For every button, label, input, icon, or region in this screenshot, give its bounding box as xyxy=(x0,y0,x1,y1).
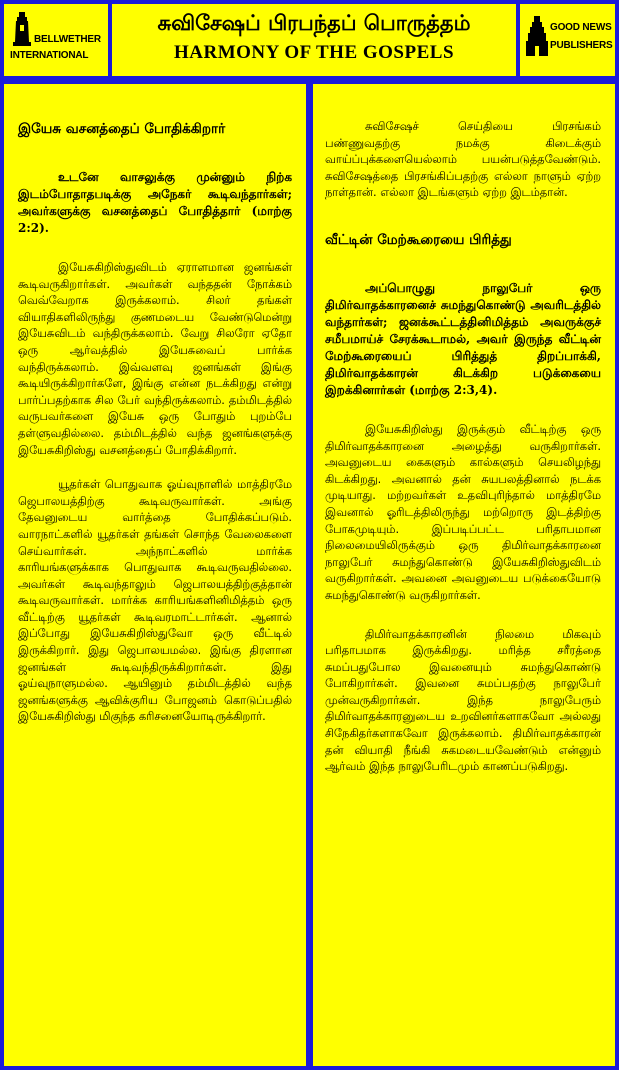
left-logo-line1: BELLWETHER xyxy=(34,34,101,45)
header-bar xyxy=(0,0,619,80)
section-heading-roof: வீட்டின் மேற்கூரையை பிரித்து xyxy=(325,231,512,248)
left-logo-line2: INTERNATIONAL xyxy=(10,50,89,61)
paragraph: இயேசுகிறிஸ்துவிடம் ஏராளமான ஜனங்கள் கூடிவருகிறார்கள். அவர்கள் வந்ததன் நோக்கம் வெவ்வேறாக இருக்கலாம். சிலர் தங்கள் வியாதிகளிலிருந்து குணமடைய வேண்டுமென்று இயேசுவிடம் வந்திருக்கலாம். வேறு சிலரோ ஏதோ ஒரு ஆர்வத்தில் இயேசுவைப் பார்க்க வந்திருக்கலாம். இவ்வளவு ஜனங்கள் இங்கு கூடியிருக்கிறார்களே, இங்கு என்ன நடக்கிறது என்று பார்ப்பதற்காக சில பேர் வந்திருக்கலாம். தம்மிடத்தில் வருபவர்களை இயேசு ஒரு போதும் புறம்பே தள்ளுவதில்லை. தம்மிடத்தில் வந்த ஜனங்களுக்கு இயேசுகிறிஸ்து வசனத்தைப் போதிக்கிறார். xyxy=(18,260,292,457)
paragraph: யூதர்கள் பொதுவாக ஓய்வுநாளில் மாத்திரமே ஜெபாலயத்திற்கு கூடிவருவார்கள். அங்கு தேவனுடைய வார்த்தை போதிக்கப்படும். வாரநாட்களில் யூதர்கள் தங்கள் சொந்த வேலைகளை செய்வார்கள். அந்நாட்களில் மார்க்க காரியங்களுக்காக பொதுவாக கூடிவருவதில்லை. அவர்கள் கூடிவந்தாலும் ஜெபாலயத்திற்குத்தான் கூடிவருவார்கள். மார்க்க காரியங்களினிமித்தம் ஒரு வீட்டிற்கு யூதர்கள் கூடிவரமாட்டார்கள். ஆனால் இப்போது இயேசுகிறிஸ்துவோ ஒரு வீட்டில் இருக்கிறார். இது ஜெபாலயமல்ல. இங்கு திரளான ஜனங்கள் கூடிவந்திருக்கிறார்கள். இது ஓய்வுநாளுமல்ல. ஆயினும் தம்மிடத்தில் வந்த ஜனங்களுக்கு ஆவிக்குரிய போஜனம் கொடுப்பதில் இயேசுகிறிஸ்து மிகுந்த கரிசனையோடிருக்கிறார். xyxy=(18,477,292,724)
left-column xyxy=(4,84,306,1066)
bell-tower-icon xyxy=(12,12,32,46)
verse-mark-2-3-4: அப்பொழுது நாலுபேர் ஒரு திமிர்வாதக்காரனைச் சுமந்துகொண்டு அவரிடத்தில் வந்தார்கள்; ஜனக்கூட்டத்தினிமித்தம் அவருக்குச் சமீபமாய்ச் சேரக்கூடாமல், அவர் இருந்த வீட்டின் மேற்கூரையைப் பிரித்துத் திறப்பாக்கி, திமிர்வாதக்காரன் கிடக்கிற படுக்கையை இறக்கினார்கள் (மாற்கு 2:3,4). xyxy=(325,280,601,397)
section-heading-preaching: இயேசு வசனத்தைப் போதிக்கிறார் xyxy=(18,121,226,137)
title-tamil: சுவிசேஷப் பிரபந்தப் பொருத்தம் xyxy=(157,10,471,35)
right-logo-line2: PUBLISHERS xyxy=(550,40,613,51)
bellwether-logo xyxy=(4,4,108,76)
title-panel xyxy=(112,4,516,76)
right-column xyxy=(313,84,615,1066)
paragraph: இயேசுகிறிஸ்து இருக்கும் வீட்டிற்கு ஒரு திமிர்வாதக்காரனை அழைத்து வருகிறார்கள். அவனுடைய கைகளும் கால்களும் செயலிழந்து கிடக்கிறது. அவனால் தன் சுயபலத்தினால் நடக்க முடியாது. மற்றவர்கள் உதவிபுரிந்தால் மாத்திரமே இவனால் ஓரிடத்திலிருந்து மற்றொரு இடத்திற்கு போகமுடியும். இப்படிப்பட்ட பரிதாபமான நிலைமையிலிருக்கும் ஒரு திமிர்வாதக்காரனை நாலுபேர் சுமந்துகொண்டு இயேசுகிறிஸ்துவிடம் வருகிறார்கள். அவனை அவனுடைய படுக்கையோடு சுமந்துகொண்டு வருகிறார்கள். xyxy=(325,421,601,602)
paragraph: சுவிசேஷச் செய்தியை பிரசங்கம் பண்ணுவதற்கு நமக்கு கிடைக்கும் வாய்ப்புக்களையெல்லாம் பயன்படுத்தவேண்டும். சுவிசேஷத்தை பிரசங்கிப்பதற்கு எல்லா நாளும் ஏற்ற நாள்தான். எல்லா இடங்களும் ஏற்ற இடம்தான். xyxy=(325,119,601,200)
temple-icon xyxy=(526,16,548,56)
right-logo-line1: GOOD NEWS xyxy=(550,22,612,33)
paragraph: திமிர்வாதக்காரனின் நிலமை மிகவும் பரிதாபமாக இருக்கிறது. மரித்த சரீரத்தை சுமப்பதுபோல இவனையும் சுமந்துகொண்டு போகிறார்கள். இவனை சுமப்பதற்கு நாலுபேர் முன்வருகிறார்கள். இந்த நாலுபேரும் திமிர்வாதக்காரனுடைய உறவினர்களாகவோ அல்லது சிநேகிதர்களாகவோ இருக்கலாம். திமிர்வாதக்காரன் தன் வியாதி நீங்கி சுகமடையவேண்டும் என்னும் ஆர்வம் இந்த நாலுபேரிடமும் காணப்படுகிறது. xyxy=(325,626,601,774)
good-news-logo xyxy=(520,4,615,76)
title-english: HARMONY OF THE GOSPELS xyxy=(173,42,455,63)
verse-mark-2-2: உடனே வாசலுக்கு முன்னும் நிற்க இடம்போதாதபடிக்கு அநேகர் கூடிவந்தார்கள்; அவர்களுக்கு வசனத்தைப் போதித்தார் (மாற்கு 2:2). xyxy=(18,170,292,235)
